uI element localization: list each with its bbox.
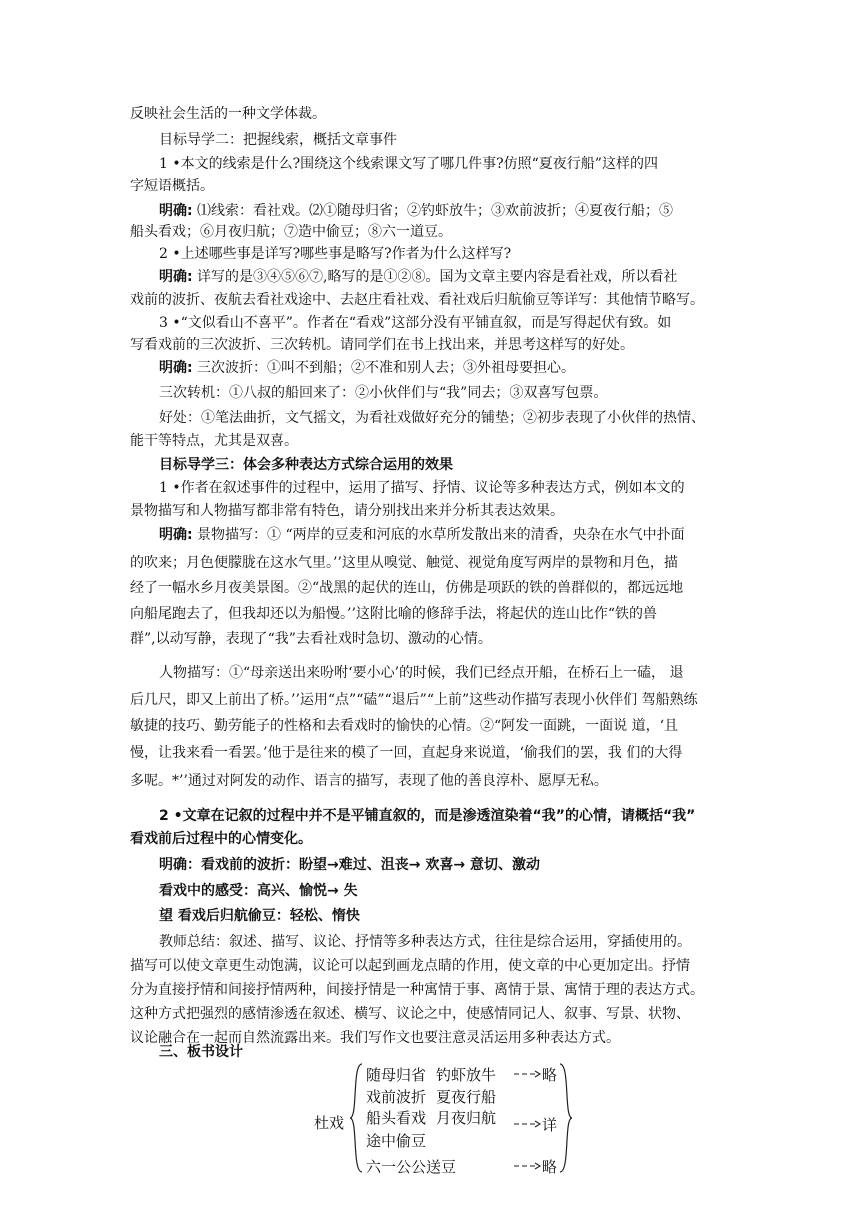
answer-label: 明确: (159, 360, 193, 376)
text-line: 的吹来；月色便朦胧在这水气里。’’这里从嗅觉、触觉、视觉角度写两岸的景物和月色，描 (130, 555, 678, 571)
board-tag: 略 (542, 1066, 558, 1084)
text-line: 能干等特点，尤其是双喜。 (130, 433, 298, 449)
board-item: 随母归省 (366, 1066, 427, 1084)
text-line: 敏捷的技巧、勤劳能子的性格和去看戏时的愉快的心情。②“阿发一面跳，一面说 道，‘且 (130, 718, 679, 734)
board-item: 戏前波折 (366, 1088, 427, 1106)
answer-line: 明确：看戏前的波折：盼望→难过、沮丧→ 欢喜→ 意切、激动 (159, 857, 540, 873)
summary-line: 描写可以使文章更生动饱满，议论可以起到画龙点睛的作用，使文章的中心更加定出。抒情 (130, 958, 690, 974)
answer-line (159, 267, 678, 287)
answer-label: 明确: (159, 269, 193, 285)
board-item: 途中偷豆 (366, 1132, 427, 1150)
text-line: 好处：①笔法曲折，文气摇文，为看社戏做好充分的铺垫；②初步表现了小伙伴的热情、 (159, 410, 705, 426)
summary-line: 这种方式把强烈的感情渗透在叙述、横写、议论之中，使感情同记人、叙事、写景、状物、 (130, 1006, 690, 1022)
text-line: 看戏中的感受：高兴、愉悦→ 失 (159, 883, 358, 899)
board-tag: 略 (542, 1158, 558, 1176)
board-item: 船头看戏 (366, 1109, 427, 1127)
text-line: 慢，让我来看一看罢。’他于是往来的模了一回，直起身来说道，‘偷我们的罢，我 们的大得 (130, 745, 683, 761)
question-line: 1 •本文的线索是什么?围绕这个线索课文写了哪几件事?仿照“夏夜行船”这样的四 (159, 156, 658, 172)
answer-text: 景物描写：① “两岸的豆麦和河底的水草所发散出来的清香，央杂在水气中扑面 (192, 527, 685, 543)
text-line: 看戏前后过程中的心情变化。 (130, 831, 312, 847)
board-tag: 详 (542, 1116, 558, 1134)
board-item: 六一公公送豆 (366, 1158, 457, 1176)
summary-line: 分为直接抒情和间接抒情两种，间接抒情是一种寓情于事、离情于景、寓情于理的表达方式。 (130, 982, 704, 998)
board-design-diagram (306, 1060, 576, 1180)
answer-text: 详写的是③④⑤⑥⑦,略写的是①②⑧。国为文章主要内容是看社戏，所以看社 (192, 269, 678, 285)
text-line: 反映社会生活的一种文学体裁。 (130, 106, 326, 122)
summary-line: 议论融合在一起而自然流露出来。我们写作文也要注意灵活运用多种表达方式。 (130, 1030, 620, 1046)
answer-line (159, 358, 575, 378)
text-line: 望 看戏后归航偷豆：轻松、惰快 (159, 908, 360, 924)
answer-label: 明确: (159, 527, 193, 543)
section-heading: 三、板书设计 (159, 1044, 243, 1060)
question-line: 3 •“文似看山不喜平”。作者在“看戏”这部分没有平铺直叙，而是写得起伏有致。如 (159, 315, 672, 331)
board-item: 月夜归航 (436, 1109, 497, 1127)
text-line: 向船尾跑去了，但我却还以为船慢。’’这附比喻的修辞手法，将起伏的连山比作“铁的兽 (130, 606, 658, 622)
text-line: 多呢。*’’通过对阿发的动作、语言的描写，表现了他的善良淳朴、愿厚无私。 (130, 773, 608, 789)
text-line: 后几尺，即又上前出了桥。’’运用“点”“磕”“退后”“上前”这些动作描写表现小伙伴们 驾船熟练 (130, 692, 698, 708)
text-line: 景物描写和人物描写都非常有特色，请分别找出来并分析其表达效果。 (130, 503, 564, 519)
text-line: 三次转机：①八叔的船回来了：②小伙伴们与“我”同去；③双喜写包票。 (159, 385, 608, 401)
question-line: 2 •上述哪些事是详写?哪些事是略写?作者为什么这样写? (159, 246, 512, 262)
question-line: 2 •文章在记叙的过程中并不是平铺直叙的，而是渗透渲染着“我”的心情，请概括“我” (159, 808, 696, 824)
answer-label: 明确: (159, 203, 193, 219)
answer-text: ⑴线索：看社戏。⑵①随母归省；②钓虾放牛；③欢前波折；④夏夜行船；⑤ (192, 203, 674, 219)
board-item: 钓虾放牛 (436, 1066, 497, 1084)
answer-text: 三次波折：①叫不到船；②不准和别人去；③外祖母要担心。 (192, 360, 576, 376)
section-heading: 目标导学二：把握线索，概括文章事件 (159, 132, 397, 148)
text-line: 人物描写：①“母亲送出来吩咐‘要小心’的时候，我们已经点开船，在桥石上一磕， 退 (159, 665, 684, 681)
text-line: 经了一幅水乡月夜美景图。②“战黑的起伏的连山，仿佛是项跃的铁的兽群似的，都远远地 (130, 580, 684, 596)
board-item: 夏夜行船 (436, 1088, 497, 1106)
text-line: 字短语概括。 (130, 178, 214, 194)
text-line: 船头看戏；⑥月夜归航；⑦造中偷豆；⑧六一道豆。 (130, 224, 452, 240)
answer-line (159, 201, 673, 221)
text-line: 写看戏前的三次波折、三次转机。请同学们在书上找出来，并思考这样写的好处。 (130, 337, 634, 353)
question-line: 1 •作者在叙述事件的过程中，运用了描写、抒情、议论等多种表达方式，例如本文的 (159, 480, 685, 496)
text-line: 群”,以动写静，表现了“我”去看社戏时急切、激动的心情。 (130, 631, 492, 647)
text-line: 戏前的波折、夜航去看社戏途中、去赵庄看社戏、看社戏后归航偷豆等详写：其他情节略写。 (130, 292, 704, 308)
board-title: 杜戏 (314, 1114, 345, 1132)
section-heading: 目标导学三：体会多种表达方式综合运用的效果 (159, 457, 453, 473)
summary-line: 教师总结：叙述、描写、议论、抒情等多种表达方式，往往是综合运用，穿插使用的。 (159, 934, 691, 950)
answer-line (159, 525, 685, 545)
